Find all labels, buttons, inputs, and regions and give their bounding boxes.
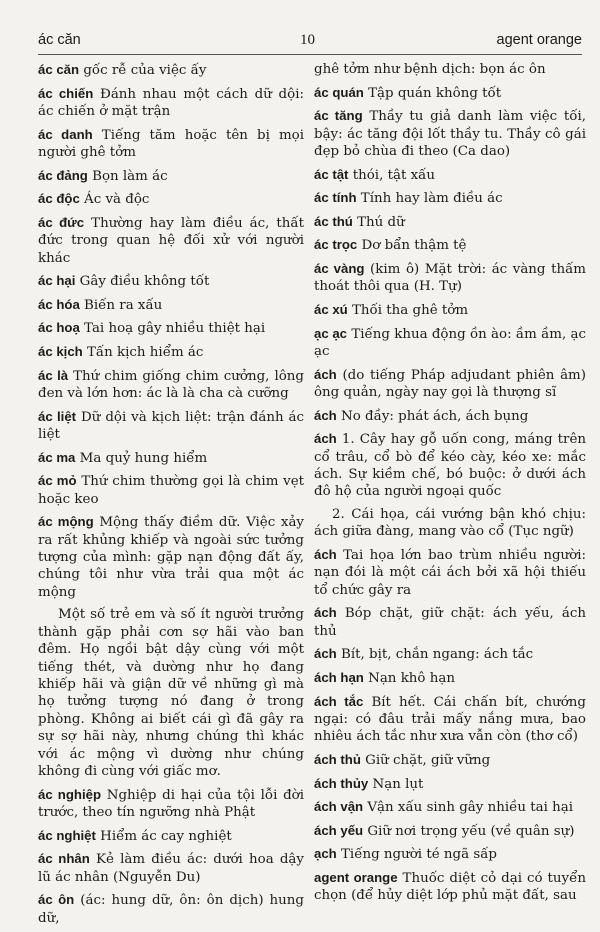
entry-definition: Giữ chặt, giữ vững — [365, 752, 491, 768]
dictionary-entry — [38, 126, 304, 162]
dictionary-entry — [314, 213, 586, 231]
entry-headword: agent orange — [314, 869, 398, 885]
entry-definition: Bọn làm ác — [92, 168, 168, 184]
entry-definition: Bít, bịt, chắn ngang: ách tắc — [341, 647, 534, 663]
entry-headword: ác nhân — [38, 851, 90, 867]
dictionary-entry — [314, 325, 586, 361]
dictionary-entry — [38, 408, 304, 444]
page-header — [38, 32, 582, 52]
dictionary-entry — [314, 869, 586, 905]
dictionary-entry — [38, 61, 304, 79]
dictionary-entry — [314, 751, 586, 769]
entry-headword: ác kịch — [38, 343, 83, 359]
entry-headword: ác xú — [314, 301, 348, 317]
entry-headword: ác tính — [314, 190, 357, 206]
entry-headword: ạc ạc — [314, 325, 348, 341]
entry-definition: gốc rễ của việc ấy — [83, 63, 207, 78]
entry-definition: Tiếng khua động ồn ào: ầm ầm, ạc ạc — [314, 326, 586, 359]
dictionary-entry — [314, 166, 586, 184]
entry-headword: ác chiến — [38, 85, 94, 101]
entry-definition: Thứ chim thường gọi là chim vẹt hoặc keo — [38, 474, 304, 507]
entry-definition: Thứ chim giống chim cưởng, lông đen và lớn hơn: ác là là cha cà cưỡng — [38, 368, 304, 401]
entry-headword: ác hóa — [38, 296, 80, 312]
entry-headword: ác hoạ — [38, 320, 80, 336]
dictionary-entry — [38, 891, 304, 927]
dictionary-entry — [314, 775, 586, 793]
entry-headword: ác quán — [314, 84, 364, 100]
dictionary-entry — [314, 546, 586, 599]
dictionary-entry — [314, 430, 586, 501]
entry-headword: ác là — [38, 367, 69, 383]
entry-headword: ác hại — [38, 273, 76, 289]
dictionary-entry — [38, 319, 304, 337]
entry-headword: ác danh — [38, 126, 93, 142]
right-column — [314, 61, 586, 910]
dictionary-entry — [38, 214, 304, 267]
dictionary-entry — [314, 301, 586, 319]
entry-definition: Kẻ làm điều ác: dưới hoa dậy lũ ác nhân (Nguyễn Du) — [38, 852, 304, 885]
dictionary-entry — [38, 343, 304, 361]
entry-headword: ách — [314, 407, 337, 423]
entry-headword: ách vận — [314, 799, 364, 815]
entry-headword: ác liệt — [38, 408, 77, 424]
entry-headword: ác tăng — [314, 108, 363, 124]
dictionary-entry — [314, 189, 586, 207]
entry-definition: Giữ nơi trọng yếu (về quân sự) — [367, 823, 575, 839]
entry-headword: ách — [314, 431, 337, 447]
entry-headword: ách yếu — [314, 822, 364, 838]
dictionary-entry — [38, 786, 304, 822]
dictionary-entry — [314, 84, 586, 102]
entry-headword: ác ôn — [38, 892, 75, 908]
dictionary-entry — [314, 669, 586, 687]
entry-definition: (kim ô) Mặt trời: ác vàng thấm thoát thôi qua (H. Tự) — [314, 261, 586, 295]
entry-definition: (do tiếng Pháp adjudant phiên âm) ông quản, ngày nay gọi là thượng sĩ — [314, 367, 586, 400]
dictionary-entry — [38, 85, 304, 121]
header-rule — [38, 54, 582, 55]
entry-definition: thói, tật xấu — [352, 167, 435, 183]
entry-definition: Vận xấu sinh gây nhiều tai hại — [367, 800, 574, 816]
dictionary-entry — [314, 604, 586, 640]
entry-definition: Bít hết. Cái chấn bít, chướng ngại: có đâu trải mấy nắng mưa, bao nhiêu ách tắc như xưa vẫn còn (thơ cổ) — [314, 694, 586, 745]
entry-headword: ác ma — [38, 449, 76, 465]
dictionary-entry — [314, 845, 586, 863]
dictionary-entry — [38, 190, 304, 208]
dictionary-entry — [314, 107, 586, 160]
entry-headword: ác vàng — [314, 260, 365, 276]
dictionary-entry — [38, 272, 304, 290]
dictionary-entry — [314, 645, 586, 663]
entry-headword: ác nghiệp — [38, 786, 102, 802]
entry-definition: Tiếng tăm hoặc tên bị mọi người ghê tởm — [38, 127, 304, 160]
entry-definition: Tấn kịch hiểm ác — [87, 344, 204, 360]
entry-headword: ách thủy — [314, 775, 369, 791]
entry-headword: ách — [314, 646, 337, 662]
dictionary-entry — [314, 260, 586, 296]
entry-definition: Dữ dội và kịch liệt: trận đánh ác liệt — [38, 409, 305, 442]
entry-definition: Thuốc diệt cỏ dại có tuyển chọn (để hủy diệt lớp phủ mặt đất, sau — [314, 870, 586, 904]
entry-definition: No đầy: phát ách, ách bụng — [341, 408, 529, 424]
entry-headword: ác thú — [314, 213, 353, 229]
entry-definition: Nạn lụt — [372, 776, 424, 792]
entry-definition: Gây điều không tốt — [79, 274, 210, 290]
dictionary-entry — [314, 407, 586, 425]
entry-definition: Tai họa lớn bao trùm nhiều người: nạn đói là một cái ách bởi xã hội thiếu tổ chức gây ra — [314, 547, 586, 598]
dictionary-entry — [38, 513, 304, 601]
entry-definition: Hiểm ác cay nghiệt — [100, 828, 232, 844]
entry-definition: Tai hoạ gây nhiều thiệt hại — [84, 321, 266, 337]
entry-headword: ách thủ — [314, 751, 361, 767]
entry-definition: Thú dữ — [357, 214, 405, 230]
ach-subsense-2: 2. Cái họa, cái vướng bận khó chịu: ách giữa đàng, mang vào cổ (Tục ngữ) — [314, 506, 586, 540]
entry-definition: Biến ra xấu — [84, 297, 163, 313]
entry-definition: Dơ bẩn thậm tệ — [361, 238, 467, 254]
entry-definition: Nạn khô hạn — [368, 670, 455, 686]
dictionary-entry — [38, 850, 304, 886]
entry-definition: Thầy tu giả danh làm việc tối, bậy: ác tăng đội lốt thầy tu. Thầy cô gái đẹp bỏ chùa đi theo (Ca dao) — [314, 109, 586, 159]
dictionary-entry — [314, 236, 586, 254]
entry-definition: Tính hay làm điều ác — [360, 191, 503, 207]
entry-definition: Thường hay làm điều ác, thất đức trong quan hệ đối xử với người khác — [38, 215, 305, 266]
entry-headword: ách hạn — [314, 669, 364, 685]
entry-definition: Tiếng người té ngã sấp — [341, 847, 497, 863]
entry-headword: ác mỏ — [38, 473, 77, 489]
continuation-text: ghê tởm như bệnh dịch: bọn ác ôn — [314, 62, 546, 77]
dictionary-entry — [38, 296, 304, 314]
entry-headword: ác trọc — [314, 237, 358, 253]
right-guide-word: agent orange — [496, 32, 582, 48]
dictionary-entry — [38, 827, 304, 845]
entry-definition: 1. Cây hay gỗ uốn cong, máng trên cổ trâu, cổ bò để kéo cày, kéo xe: mắc ách. Sự kiềm chế, bó buộc: ở dưới ách đô hộ của người ngoại quốc — [314, 432, 586, 500]
page-number: 10 — [300, 32, 315, 48]
entry-definition: Thối tha ghê tởm — [352, 302, 469, 318]
entry-headword: ách — [314, 605, 337, 621]
entry-definition: (ác: hung dữ, ôn: ôn dịch) hung dữ, — [38, 893, 305, 926]
entry-definition: Mộng thấy điềm dữ. Việc xảy ra rất khủng khiếp và ngoài sức tưởng tượng của mình: gặp nạn động đất ấy, chúng tôi như vừa trải qua một ác mộng — [38, 515, 304, 600]
entry-headword: ác tật — [314, 166, 349, 182]
entry-headword: ác đảng — [38, 167, 88, 183]
ac-mong-note: Một số trẻ em và số ít người trưởng thành gặp phải cơn sợ hãi vào ban đêm. Họ ngồi bật dậy cùng với một tiếng thét, và dường như họ đang khiếp hãi và giận dữ về những gì mà họ tưởng tượng nó đang ở trong phòng. Không ai biết cái gì đã gây ra sự sợ hãi này, nhưng chúng thì khác với ác mộng vì dường như chúng không đi cùng với giấc mơ. — [38, 607, 304, 780]
entry-headword: ác nghiệt — [38, 827, 96, 843]
entry-definition: Ma quỷ hung hiểm — [79, 450, 208, 466]
entry-definition: Bóp chặt, giữ chặt: ách yếu, ách thủ — [314, 606, 586, 639]
entry-headword: ách tắc — [314, 693, 364, 709]
entry-headword: ác mộng — [38, 514, 94, 530]
entry-definition: Tập quán không tốt — [368, 85, 502, 101]
dictionary-entry — [38, 449, 304, 467]
left-column — [38, 61, 304, 932]
entry-definition: Ác và độc — [84, 192, 150, 208]
entry-headword: ách — [314, 366, 337, 382]
dictionary-entry — [314, 693, 586, 746]
entry-headword: ác đức — [38, 214, 85, 230]
entry-headword: ác độc — [38, 191, 80, 207]
dictionary-entry — [38, 367, 304, 403]
entry-headword: ạch — [314, 846, 337, 862]
dictionary-entry — [314, 798, 586, 816]
dictionary-entry — [314, 822, 586, 840]
dictionary-entry — [314, 366, 586, 402]
dictionary-entry — [38, 472, 304, 508]
entry-definition: Đánh nhau một cách dữ dội: ác chiến ở mặt trận — [38, 86, 304, 119]
entry-headword: ác căn — [38, 62, 80, 77]
entry-definition: Nghiệp di hại của tội lỗi đời trước, theo tín ngưỡng nhà Phật — [38, 787, 304, 821]
dictionary-entry — [38, 167, 304, 185]
entry-headword: ách — [314, 546, 337, 562]
left-guide-word: ác căn — [38, 32, 81, 48]
